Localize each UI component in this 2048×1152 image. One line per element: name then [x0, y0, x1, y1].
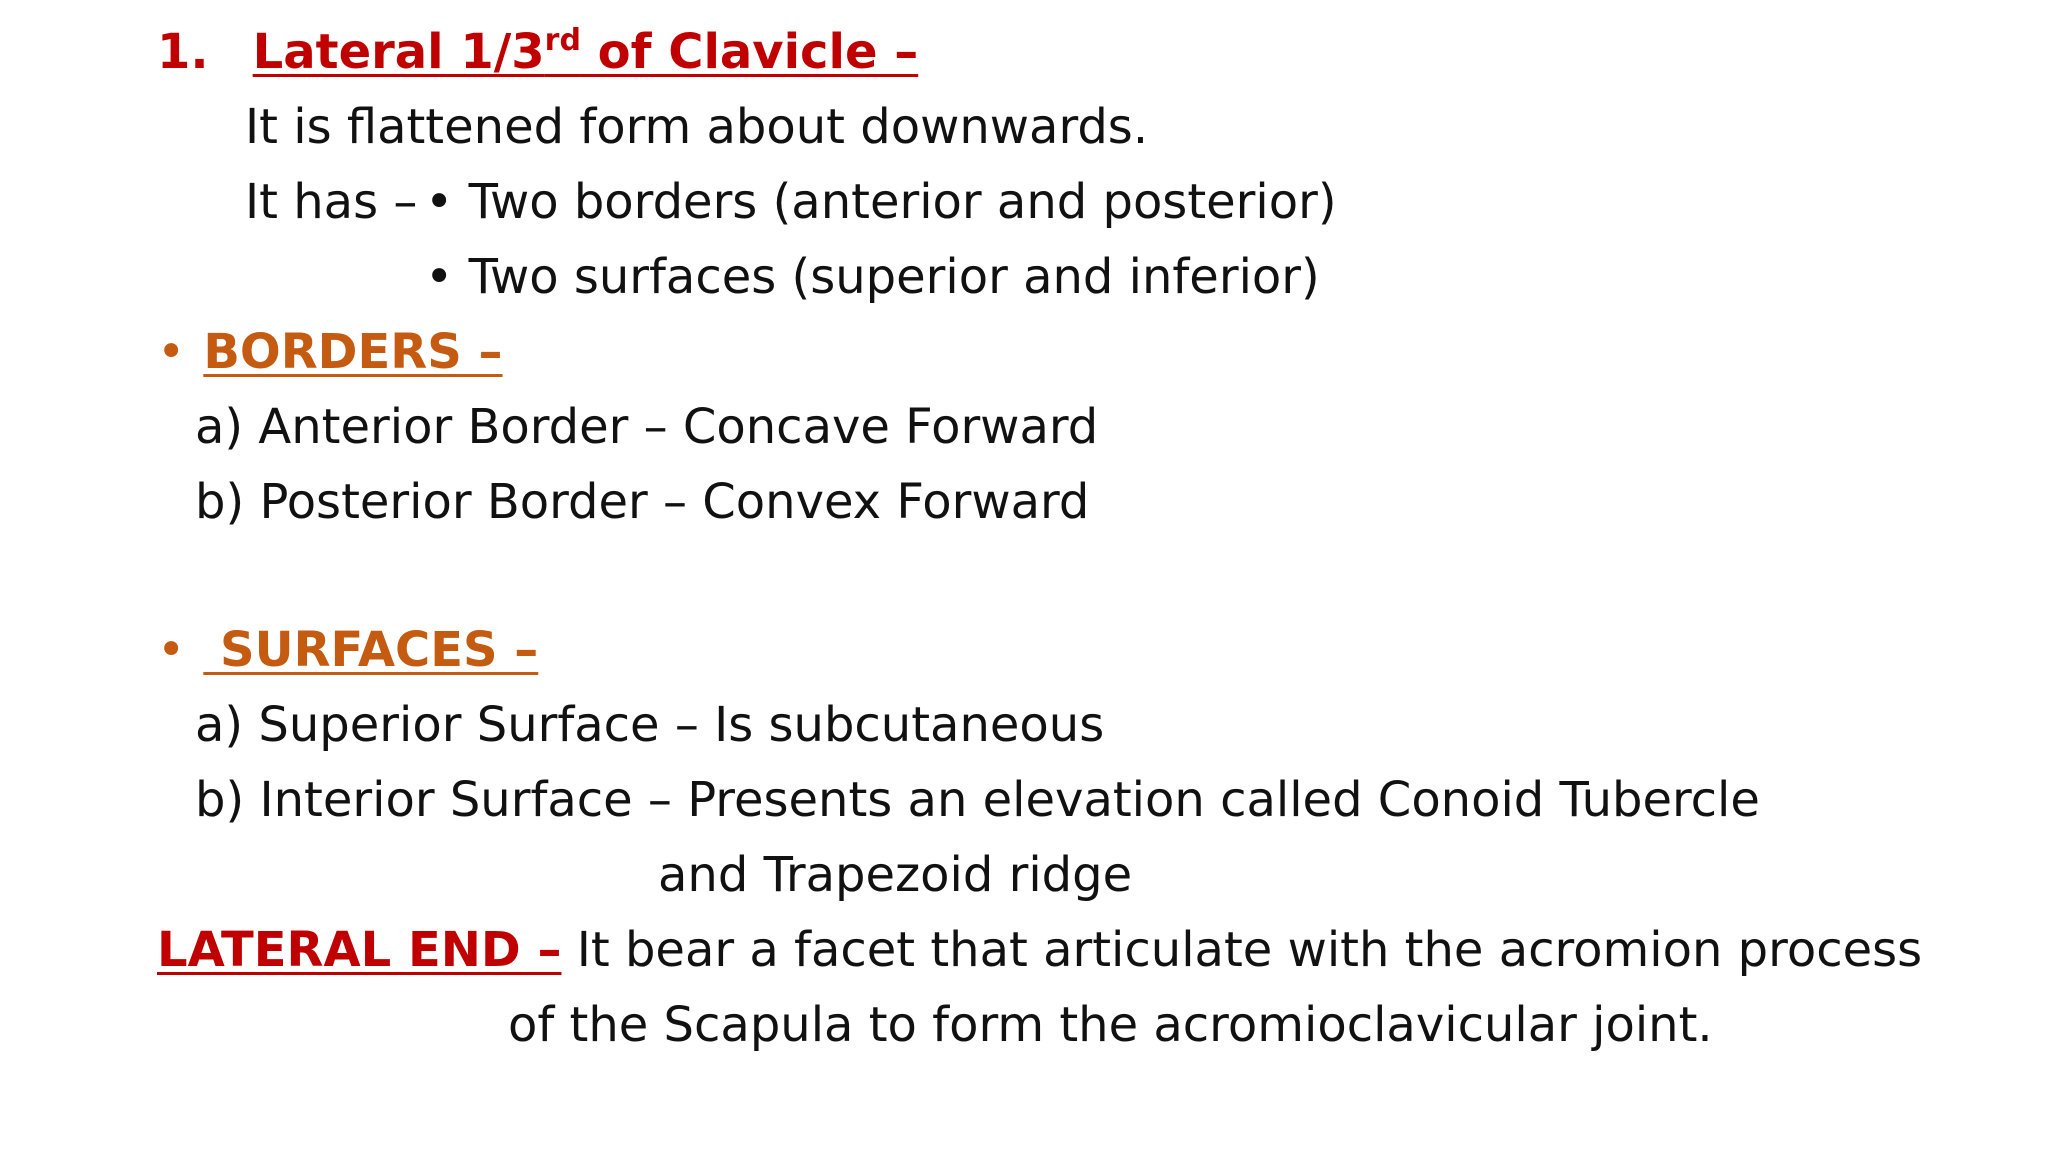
- heading-superscript: rd: [544, 23, 581, 58]
- intro-line: It is flattened form about downwards.: [245, 99, 1149, 155]
- has-prefix: It has –: [245, 174, 418, 230]
- lateral-end-line: [157, 920, 1922, 980]
- borders-section-title: • BORDERS –: [157, 324, 503, 380]
- surface-item-interior: b) Interior Surface – Presents an elevation called Conoid Tubercle: [195, 772, 1760, 828]
- has-item-surfaces: • Two surfaces (superior and inferior): [425, 249, 1320, 305]
- lateral-end-text-1: It bear a facet that articulate with the acromion process: [561, 922, 1923, 978]
- bullet-icon: •: [157, 324, 186, 380]
- heading-title: Lateral 1/3rd of Clavicle –: [252, 23, 919, 80]
- lateral-end-label: LATERAL END –: [157, 922, 562, 978]
- bullet-icon: •: [157, 622, 186, 678]
- border-item-posterior: b) Posterior Border – Convex Forward: [195, 474, 1090, 530]
- surface-item-superior: a) Superior Surface – Is subcutaneous: [195, 697, 1105, 753]
- surfaces-section-title: • SURFACES –: [157, 622, 539, 678]
- has-line: [245, 172, 417, 232]
- lateral-end-text-2: of the Scapula to form the acromioclavicular joint.: [508, 997, 1713, 1053]
- heading-number: 1.: [157, 24, 209, 80]
- bullet-icon: •: [425, 249, 454, 305]
- bullet-icon: •: [425, 174, 454, 230]
- border-item-anterior: a) Anterior Border – Concave Forward: [195, 399, 1099, 455]
- has-item-borders: • Two borders (anterior and posterior): [425, 174, 1337, 230]
- surface-item-interior-continuation: and Trapezoid ridge: [658, 847, 1133, 903]
- section-heading: [157, 22, 918, 82]
